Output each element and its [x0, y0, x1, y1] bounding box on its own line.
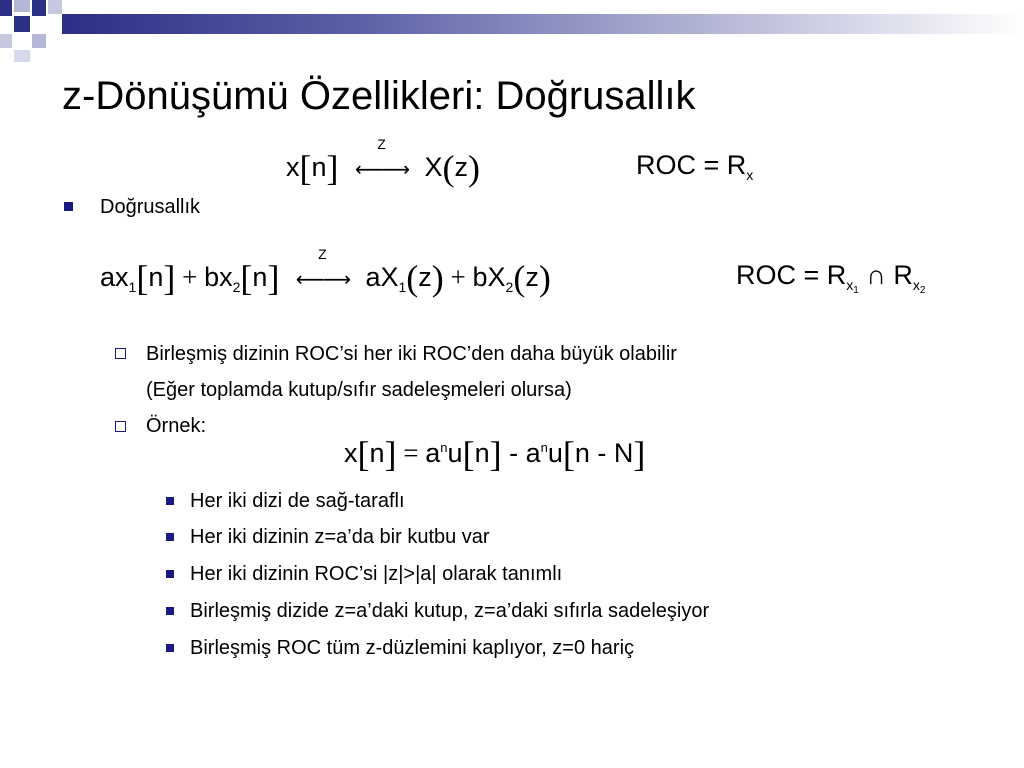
- bullet-square-icon: [166, 607, 174, 615]
- header-square-8: [14, 50, 30, 62]
- z-label: Z: [377, 136, 386, 152]
- header-square-7: [32, 34, 46, 48]
- sub-bullet-1: Birleşmiş dizinin ROC’si her iki ROC’den daha büyük olabilir: [146, 343, 677, 365]
- detail-item: Her iki dizi de sağ-taraflı: [190, 490, 405, 512]
- equation-linearity: $ax_1[n] + bx_2[n]$ Z ⟵⟶ $aX_1(z) + bX_2(z)$: [100, 246, 551, 298]
- header-square-6: [0, 34, 12, 48]
- bullet-square-icon: [166, 644, 174, 652]
- sub-bullet-example: Örnek:: [146, 415, 207, 437]
- header-bar: [62, 14, 1024, 34]
- slide-title: z-Dönüşümü Özellikleri: Doğrusallık: [62, 74, 696, 118]
- bullet-square-icon: [166, 570, 174, 578]
- bullet-square-icon: [166, 533, 174, 541]
- equation-transform-pair: x[n] Z ⟵⟶ X(z): [286, 136, 481, 188]
- header-square-4: [48, 0, 62, 14]
- bullet-square-icon: [166, 497, 174, 505]
- detail-item: Birleşmiş dizide z=a’daki kutup, z=a’daki sıfırla sadeleşiyor: [190, 600, 710, 622]
- equation-roc-1: ROC = $R_x$: [636, 150, 754, 183]
- hollow-square-icon: [115, 421, 126, 432]
- header-square-3: [32, 0, 46, 16]
- sub-bullet-1-continued: (Eğer toplamda kutup/sıfır sadeleşmeleri olursa): [146, 379, 572, 401]
- equation-example: $x[n] = a^nu[n] - a^nu[n - N]$: [344, 434, 646, 474]
- bullet-linearity: Doğrusallık: [100, 196, 201, 218]
- detail-item: Her iki dizinin z=a’da bir kutbu var: [190, 526, 490, 548]
- hollow-square-icon: [115, 348, 126, 359]
- detail-item: Her iki dizinin ROC’si |z|>|a| olarak tanımlı: [190, 563, 563, 585]
- equation-roc-2: ROC = $R_{x_1}$ ∩ $R_{x_2}$: [736, 260, 926, 296]
- header-square-2: [14, 0, 30, 12]
- detail-item: Birleşmiş ROC tüm z-düzlemini kaplıyor, z=0 hariç: [190, 637, 635, 659]
- bullet-square-icon: [64, 202, 73, 211]
- header-square-1: [0, 0, 12, 16]
- header-square-5: [14, 16, 30, 32]
